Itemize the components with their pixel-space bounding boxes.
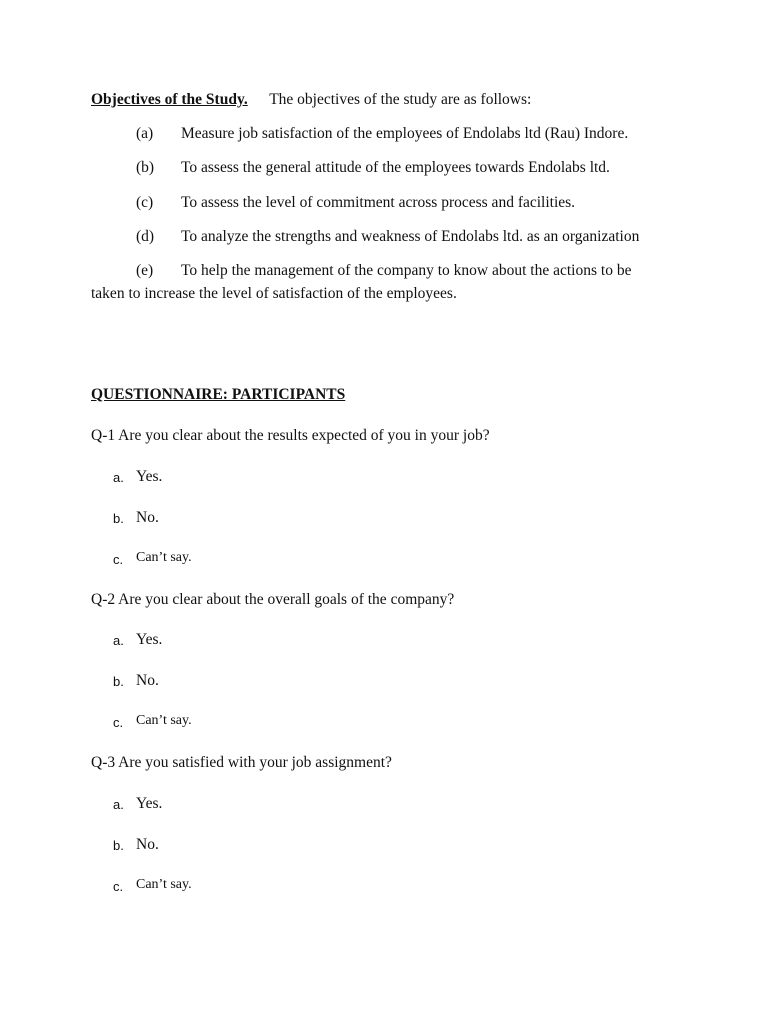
objectives-heading: Objectives of the Study. — [91, 91, 248, 108]
objective-label: (d) — [136, 228, 155, 245]
question-text: Q-2 Are you clear about the overall goals of the company? — [91, 591, 455, 608]
objective-text: Measure job satisfaction of the employees of Endolabs ltd (Rau) Indore. — [181, 125, 629, 142]
option-letter: c. — [113, 715, 124, 730]
questionnaire-heading: QUESTIONNAIRE: PARTICIPANTS — [91, 386, 346, 403]
option-text: No. — [136, 509, 159, 526]
option-text: Yes. — [136, 795, 163, 812]
objectives-heading-line — [91, 92, 531, 108]
option-text: Can’t say. — [136, 550, 192, 565]
option-letter: b. — [113, 674, 124, 689]
question-text: Q-1 Are you clear about the results expected of you in your job? — [91, 427, 490, 444]
option-letter: a. — [113, 470, 124, 485]
option-text: Can’t say. — [136, 877, 192, 892]
objective-text: To help the management of the company to know about the actions to be — [181, 262, 632, 279]
objectives-intro: The objectives of the study are as follows: — [269, 91, 532, 108]
option-text: No. — [136, 672, 159, 689]
objective-label: (e) — [136, 262, 154, 279]
option-letter: b. — [113, 838, 124, 853]
option-text: Yes. — [136, 468, 163, 485]
option-text: No. — [136, 836, 159, 853]
option-letter: a. — [113, 633, 124, 648]
option-text: Can’t say. — [136, 713, 192, 728]
objective-label: (b) — [136, 159, 155, 176]
option-letter: a. — [113, 797, 124, 812]
objective-text: To assess the level of commitment across process and facilities. — [181, 194, 576, 211]
question-text: Q-3 Are you satisfied with your job assignment? — [91, 754, 392, 771]
objective-text: To analyze the strengths and weakness of Endolabs ltd. as an organization — [181, 228, 640, 245]
option-letter: c. — [113, 879, 124, 894]
objective-text: To assess the general attitude of the employees towards Endolabs ltd. — [181, 159, 610, 176]
option-letter: c. — [113, 552, 124, 567]
option-text: Yes. — [136, 631, 163, 648]
objective-label: (a) — [136, 125, 154, 142]
objective-continuation: taken to increase the level of satisfaction of the employees. — [91, 285, 457, 302]
option-letter: b. — [113, 511, 124, 526]
objective-label: (c) — [136, 194, 154, 211]
